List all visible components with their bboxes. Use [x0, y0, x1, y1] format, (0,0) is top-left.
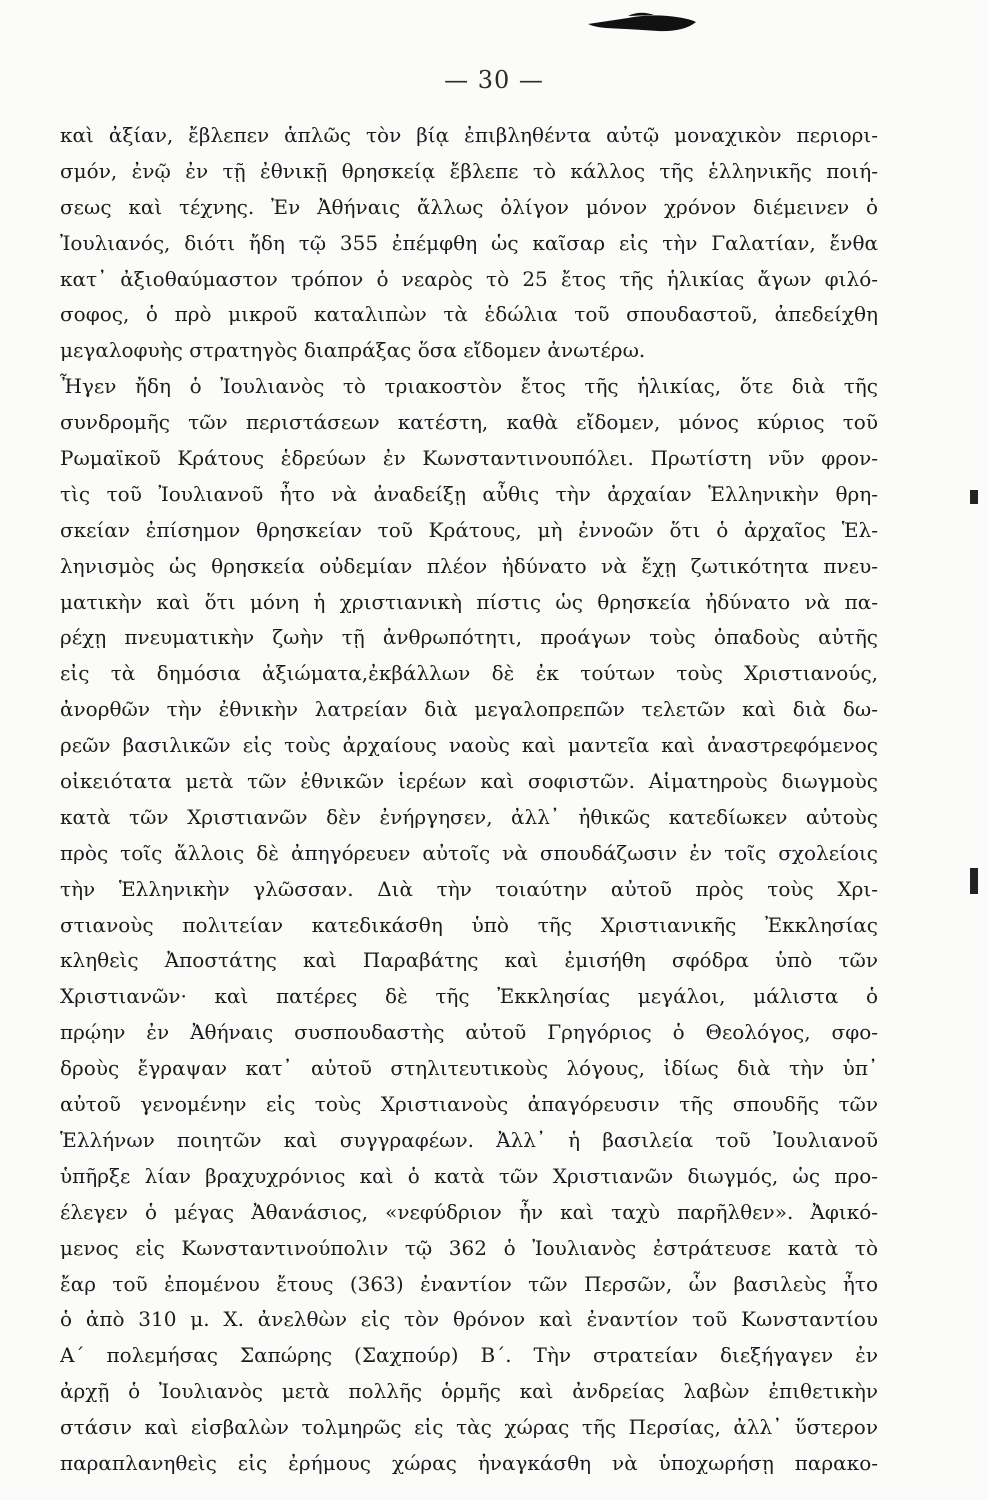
- page-number: — 30 —: [444, 66, 544, 94]
- edge-mark: [970, 868, 978, 894]
- text-line: στάσιν καὶ εἰσβαλὼν τολμηρῶς εἰς τὰς χώρας τῆς Περσίας, ἀλλ᾽ ὕστερον: [60, 1415, 878, 1440]
- text-line: Ἦγεν ἤδη ὁ Ἰουλιανὸς τὸ τριακοστὸν ἔτος τῆς ἡλικίας, ὅτε διὰ τῆς: [60, 374, 878, 399]
- text-line: έλεγεν ὁ μέγας Ἀθανάσιος, «νεφύδριον ἦν καὶ ταχὺ παρῆλθεν». Ἀφικό-: [60, 1199, 878, 1224]
- text-line: μενος εἰς Κωνσταντινούπολιν τῷ 362 ὁ Ἰουλιανὸς ἐστράτευσε κατὰ τὸ: [60, 1235, 878, 1260]
- body-text: [60, 118, 878, 1482]
- text-line: παραπλανηθεὶς εἰς ἐρήμους χώρας ἠναγκάσθη νὰ ὑποχωρήσῃ παρακο-: [60, 1450, 878, 1475]
- text-line: ληνισμὸς ὡς θρησκεία οὐδεμίαν πλέον ἠδύνατο νὰ ἔχῃ ζωτικότητα πνευ-: [60, 553, 878, 578]
- text-line: τὴν Ἑλληνικὴν γλῶσσαν. Διὰ τὴν τοιαύτην αὐτοῦ πρὸς τοὺς Χρι-: [60, 876, 878, 901]
- text-line: σκείαν ἐπίσημον θρησκείαν τοῦ Κράτους, μὴ ἐννοῶν ὅτι ὁ ἀρχαῖος Ἑλ-: [60, 517, 878, 542]
- text-line: Ρωμαϊκοῦ Κράτους ἑδρεύων ἐν Κωνσταντινουπόλει. Πρωτίστη νῦν φρον-: [60, 446, 878, 471]
- text-line: κληθεὶς Ἀποστάτης καὶ Παραβάτης καὶ ἐμισήθη σφόδρα ὑπὸ τῶν: [60, 948, 878, 973]
- text-line: Χριστιανῶν· καὶ πατέρες δὲ τῆς Ἐκκλησίας μεγάλοι, μάλιστα ὁ: [60, 984, 878, 1009]
- text-line: αὐτοῦ γενομένην εἰς τοὺς Χριστιανοὺς ἀπαγόρευσιν τῆς σπουδῆς τῶν: [60, 1092, 878, 1117]
- text-line: σμόν, ἐνῷ ἐν τῇ ἐθνικῇ θρησκείᾳ ἔβλεπε τὸ κάλλος τῆς ἑλληνικῆς ποιή-: [60, 158, 878, 183]
- text-line: ἔαρ τοῦ ἐπομένου ἔτους (363) ἐναντίον τῶν Περσῶν, ὧν βασιλεὺς ἦτο: [60, 1271, 878, 1296]
- text-line: πρὸς τοῖς ἄλλοις δὲ ἀπηγόρευεν αὐτοῖς νὰ σπουδάζωσιν ἐν τοῖς σχολείοις: [60, 840, 878, 865]
- text-line: ρεῶν βασιλικῶν εἰς τοὺς ἀρχαίους ναοὺς καὶ μαντεῖα καὶ ἀναστρεφόμενος: [60, 733, 878, 758]
- text-line: Ἰουλιανός, διότι ἤδη τῷ 355 ἐπέμφθη ὡς καῖσαρ εἰς τὴν Γαλατίαν, ἔνθα: [60, 230, 878, 255]
- text-line: Ἑλλήνων ποιητῶν καὶ συγγραφέων. Ἀλλ᾽ ἡ βασιλεία τοῦ Ἰουλιανοῦ: [60, 1127, 878, 1152]
- text-line: συνδρομῆς τῶν περιστάσεων κατέστη, καθὰ εἴδομεν, μόνος κύριος τοῦ: [60, 410, 878, 435]
- text-line: ἀρχῇ ὁ Ἰουλιανὸς μετὰ πολλῆς ὁρμῆς καὶ ἀνδρείας λαβὼν ἐπιθετικὴν: [60, 1379, 878, 1404]
- text-line: μεγαλοφυὴς στρατηγὸς διαπράξας ὅσα εἴδομεν ἀνωτέρω.: [60, 338, 646, 363]
- text-line: σεως καὶ τέχνης. Ἐν Ἀθήναις ἄλλως ὀλίγον μόνον χρόνον διέμεινεν ὁ: [60, 194, 878, 219]
- text-line: τὶς τοῦ Ἰουλιανοῦ ἦτο νὰ ἀναδείξῃ αὖθις τὴν ἀρχαίαν Ἑλληνικὴν θρη-: [60, 481, 878, 506]
- text-line: σοφος, ὁ πρὸ μικροῦ καταλιπὼν τὰ ἑδώλια τοῦ σπουδαστοῦ, ἀπεδείχθη: [60, 302, 878, 327]
- text-line: στιανοὺς πολιτείαν κατεδικάσθη ὑπὸ τῆς Χριστιανικῆς Ἐκκλησίας: [60, 912, 878, 937]
- text-line: ὁ ἀπὸ 310 μ. Χ. ἀνελθὼν εἰς τὸν θρόνον καὶ ἐναντίον τοῦ Κωνσταντίου: [60, 1307, 878, 1332]
- text-line: ρέχῃ πνευματικὴν ζωὴν τῇ ἀνθρωπότητι, προάγων τοὺς ὀπαδοὺς αὐτῆς: [60, 625, 878, 650]
- text-line: οἰκειότατα μετὰ τῶν ἐθνικῶν ἱερέων καὶ σοφιστῶν. Αἱματηροὺς διωγμοὺς: [60, 769, 878, 794]
- text-line: Α΄ πολεμήσας Σαπώρης (Σαχπούρ) Β΄. Τὴν στρατείαν διεξήγαγεν ἐν: [60, 1343, 878, 1368]
- text-line: ματικὴν καὶ ὅτι μόνη ἡ χριστιανικὴ πίστις ὡς θρησκεία ἠδύνατο νὰ πα-: [60, 589, 878, 614]
- text-line: καὶ ἀξίαν, ἔβλεπεν ἁπλῶς τὸν βίᾳ ἐπιβληθέντα αὐτῷ μοναχικὸν περιορι-: [60, 123, 878, 147]
- text-line: ὑπῆρξε λίαν βραχυχρόνιος καὶ ὁ κατὰ τῶν Χριστιανῶν διωγμός, ὡς προ-: [60, 1163, 878, 1188]
- text-line: πρῴην ἐν Ἀθήναις συσπουδαστὴς αὐτοῦ Γρηγόριος ὁ Θεολόγος, σφο-: [60, 1020, 878, 1045]
- text-line: κατ᾽ ἀξιοθαύμαστον τρόπον ὁ νεαρὸς τὸ 25 ἔτος τῆς ἡλικίας ἄγων φιλό-: [60, 266, 878, 291]
- text-line: ἀνορθῶν τὴν ἐθνικὴν λατρείαν διὰ μεγαλοπρεπῶν τελετῶν καὶ διὰ δω-: [60, 697, 878, 722]
- text-line: δροὺς ἔγραψαν κατ᾽ αὐτοῦ στηλιτευτικοὺς λόγους, ἰδίως διὰ τὴν ὑπ᾽: [60, 1056, 878, 1081]
- edge-mark: [970, 490, 978, 504]
- text-line: εἰς τὰ δημόσια ἀξιώματα,ἐκβάλλων δὲ ἐκ τούτων τοὺς Χριστιανούς,: [60, 661, 878, 686]
- ink-blot-mark: [588, 12, 696, 36]
- text-line: κατὰ τῶν Χριστιανῶν δὲν ἐνήργησεν, ἀλλ᾽ ἠθικῶς κατεδίωκεν αὐτοὺς: [60, 804, 878, 829]
